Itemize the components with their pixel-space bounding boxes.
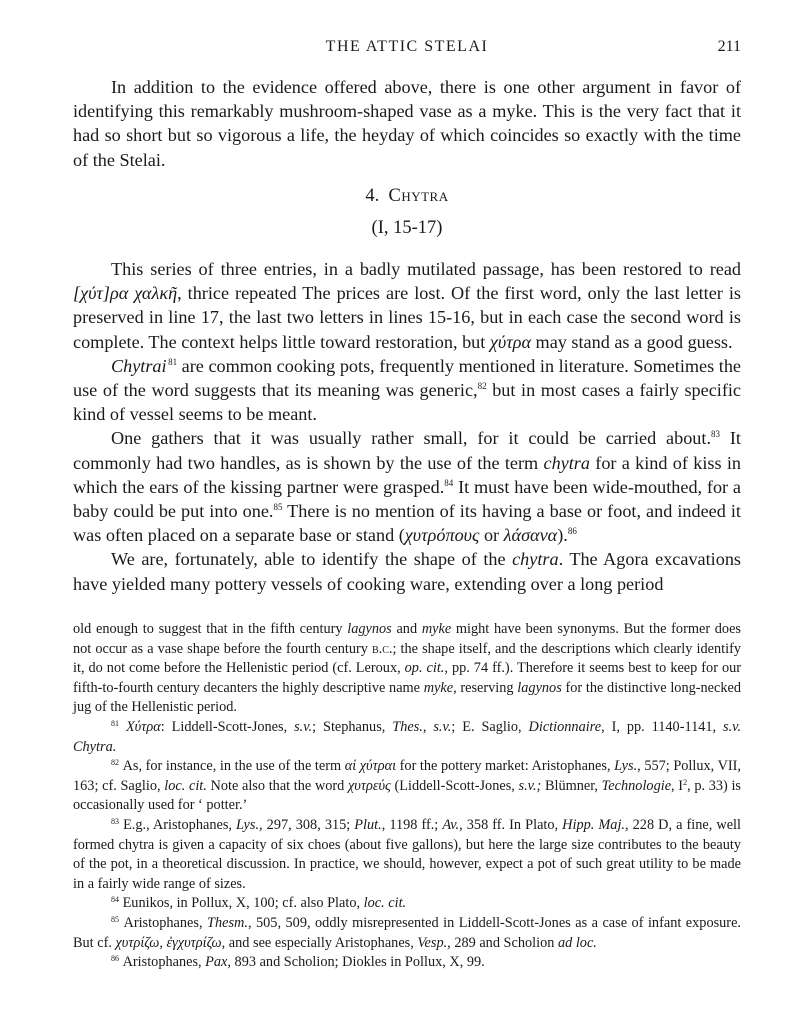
main-body bbox=[73, 257, 741, 596]
footnote-continuation bbox=[73, 620, 741, 718]
term: myke bbox=[421, 621, 452, 637]
greek-text: λάσανα bbox=[503, 525, 558, 546]
text: , and see especially Aristophanes, bbox=[221, 934, 418, 951]
text: , 228 D, a fine, well formed chytra is given a capacity of six choes (about five gallons), but here the large size contributes to the beauty of the pot, in a theoretical discussion. In practice, we should, however, expect a pot of such great utility to be made in a fairly wide range of sizes. bbox=[73, 816, 741, 892]
section-title-initial: C bbox=[388, 186, 402, 206]
term: myke bbox=[423, 679, 454, 696]
running-title: THE ATTIC STELAI bbox=[325, 38, 489, 55]
text: , reserving bbox=[453, 679, 518, 696]
term: s.v. bbox=[294, 718, 313, 735]
text: , 358 ff. In Plato, bbox=[459, 816, 563, 833]
text: may stand as a good guess. bbox=[531, 331, 733, 352]
text: E.g., Aristophanes, bbox=[123, 816, 237, 833]
text: , 1198 ff.; bbox=[381, 816, 443, 833]
text: , I bbox=[671, 777, 684, 794]
text: or bbox=[479, 525, 504, 546]
running-header bbox=[73, 38, 741, 60]
term: chytra bbox=[512, 549, 559, 570]
text: , bbox=[422, 718, 434, 735]
text: , 893 and Scholion; Diokles in Pollux, X, 99. bbox=[227, 954, 485, 971]
term: Hipp. Maj. bbox=[562, 816, 626, 833]
text: Aristophanes, bbox=[122, 954, 206, 971]
greek-text: χυτρόπους bbox=[404, 525, 480, 546]
term: Thesm. bbox=[207, 914, 248, 931]
section-title bbox=[389, 186, 449, 206]
section-reference: (I, 15-17) bbox=[371, 218, 443, 238]
term: loc. cit. bbox=[363, 895, 407, 912]
text: ; the shape itself, and the descriptions which clearly identify it, do not come before the Hellenistic period (cf. Leroux, bbox=[73, 640, 741, 677]
text: . The Agora excavations have yielded many pottery vessels of cooking ware, extending over a long period bbox=[73, 549, 741, 594]
greek-text: Χύτρα bbox=[125, 718, 161, 735]
greek-text: [χύτ]ρα χαλκῆ bbox=[73, 283, 178, 304]
term: s.v.; bbox=[518, 777, 542, 794]
term: Pax bbox=[205, 954, 228, 971]
text: It commonly had two handles, as is shown by the use of the term bbox=[73, 428, 741, 473]
paragraph bbox=[73, 547, 741, 595]
section-title-rest: hytra bbox=[401, 186, 449, 206]
text: ; E. Saglio, bbox=[451, 718, 529, 735]
term: Av. bbox=[442, 816, 460, 833]
text: old enough to suggest that in the fifth century bbox=[73, 621, 348, 637]
text: , 505, 509, oddly misrepresented in Liddell-Scott-Jones as a case of infant exposure. But cf. bbox=[73, 914, 741, 951]
text: (Liddell-Scott-Jones, bbox=[390, 777, 519, 794]
footnote-ref: 84 bbox=[444, 477, 454, 488]
text: ). bbox=[557, 525, 568, 546]
term: Lys. bbox=[614, 758, 638, 775]
page-number: 211 bbox=[717, 38, 741, 55]
text: This series of three entries, in a badly mutilated passage, has been restored to read bbox=[111, 259, 741, 279]
greek-text: χυτρεύς bbox=[348, 777, 391, 794]
term: Dictionnaire bbox=[528, 718, 602, 735]
footnotes bbox=[73, 620, 741, 973]
footnote-number: 82 bbox=[111, 758, 119, 768]
text: Blümner, bbox=[541, 777, 602, 794]
paragraph bbox=[73, 426, 741, 547]
footnote-85 bbox=[73, 914, 741, 953]
footnote-86 bbox=[73, 953, 741, 973]
footnote-83 bbox=[73, 816, 741, 894]
intro-paragraph bbox=[73, 75, 741, 172]
term: ad loc. bbox=[557, 934, 597, 951]
section-number: 4. bbox=[365, 186, 380, 206]
term: lagynos bbox=[517, 679, 562, 696]
text: , 297, 308, 315; bbox=[259, 816, 355, 833]
term: lagynos bbox=[347, 621, 392, 637]
text: It must have been wide-mouthed, for a baby could be put into one. bbox=[73, 476, 741, 522]
footnote-84 bbox=[73, 894, 741, 914]
text: : Liddell-Scott-Jones, bbox=[160, 718, 295, 735]
footnote-ref: 83 bbox=[711, 429, 720, 440]
term: Chytrai bbox=[111, 355, 167, 376]
footnote-number: 86 bbox=[111, 954, 119, 964]
section-heading bbox=[73, 186, 741, 207]
text: for a kind of kiss in which the ears of the kissing partner were grasped. bbox=[73, 452, 741, 497]
term: Technologie bbox=[601, 777, 672, 794]
text: One gathers that it was usually rather small, for it could be carried about. bbox=[111, 428, 711, 449]
text: Eunikos, in Pollux, X, 100; cf. also Plato, bbox=[122, 895, 364, 912]
term: Lys. bbox=[236, 816, 260, 833]
footnote-ref: 86 bbox=[567, 526, 577, 537]
paragraph bbox=[73, 257, 741, 354]
term: Thes. bbox=[392, 718, 423, 735]
text: We are, fortunately, able to identify the shape of the bbox=[111, 549, 513, 570]
text: but in most cases a fairly specific kind of vessel seems to be meant. bbox=[73, 380, 741, 425]
footnote-number: 81 bbox=[111, 718, 119, 728]
greek-text: χυτρίζω, ἐγχυτρίζω bbox=[115, 934, 222, 951]
text: As, for instance, in the use of the term bbox=[122, 758, 345, 775]
footnote-number: 83 bbox=[111, 816, 119, 826]
text: Aristophanes, bbox=[123, 914, 208, 931]
greek-text: αἱ χύτραι bbox=[344, 758, 397, 775]
term: s.v. Chytra. bbox=[73, 718, 742, 755]
text: There is no mention of its having a base or foot, and indeed it was often placed on a separate base or stand ( bbox=[73, 501, 741, 546]
superscript: 2 bbox=[683, 777, 688, 787]
footnote-ref: 81 bbox=[168, 356, 178, 367]
greek-text: χύτρα bbox=[489, 331, 531, 352]
text: , 557; Pollux, VII, 163; cf. Saglio, bbox=[73, 758, 741, 794]
term: op. cit. bbox=[404, 660, 445, 677]
text: might have been synonyms. But the former does not occur as a vase shape before the fourth century bbox=[73, 621, 741, 657]
term: Plut. bbox=[354, 816, 382, 833]
text: , pp. 74 ff.). Therefore it seems best to keep for our fifth-to-fourth century decanters the highly descriptive name bbox=[73, 660, 742, 696]
term: loc. cit. bbox=[164, 777, 207, 794]
text: , I, pp. 1140-1141, bbox=[601, 718, 724, 735]
text: Note also that the word bbox=[206, 777, 349, 794]
text: , thrice repeated The prices are lost. Of the first word, only the last letter is preserved in line 17, the last two letters in lines 15-16, but in each case the second word is complete. The context helps little toward restoration, but bbox=[73, 283, 741, 352]
text: for the distinctive long-necked jug of the Hellenistic period. bbox=[73, 679, 741, 716]
footnote-82 bbox=[73, 757, 741, 816]
text: and bbox=[391, 621, 422, 637]
text: , p. 33) is occasionally used for ‘ potter.’ bbox=[73, 777, 741, 814]
footnote-number: 84 bbox=[111, 895, 119, 905]
footnote-81 bbox=[73, 718, 741, 757]
term: s.v. bbox=[433, 718, 452, 735]
paragraph bbox=[73, 354, 741, 427]
term: Vesp. bbox=[417, 934, 448, 951]
small-caps: b.c. bbox=[371, 640, 393, 657]
footnote-number: 85 bbox=[111, 914, 119, 924]
paragraph: In addition to the evidence offered above, there is one other argument in favor of identifying this remarkably mushroom-shaped vase as a myke. This is the very fact that it had so short but so vigorous a life, the heyday of which coincides so exactly with the time of the Stelai. bbox=[73, 77, 741, 170]
text: , 289 and Scholion bbox=[447, 934, 558, 951]
text: for the pottery market: Aristophanes, bbox=[396, 758, 615, 775]
term: chytra bbox=[543, 452, 590, 473]
footnote-ref: 85 bbox=[273, 502, 283, 513]
text: ; Stephanus, bbox=[312, 718, 393, 735]
footnote-ref: 82 bbox=[477, 381, 487, 392]
text: are common cooking pots, frequently mentioned in literature. Sometimes the use of the word suggests that its meaning was generic, bbox=[73, 355, 741, 401]
